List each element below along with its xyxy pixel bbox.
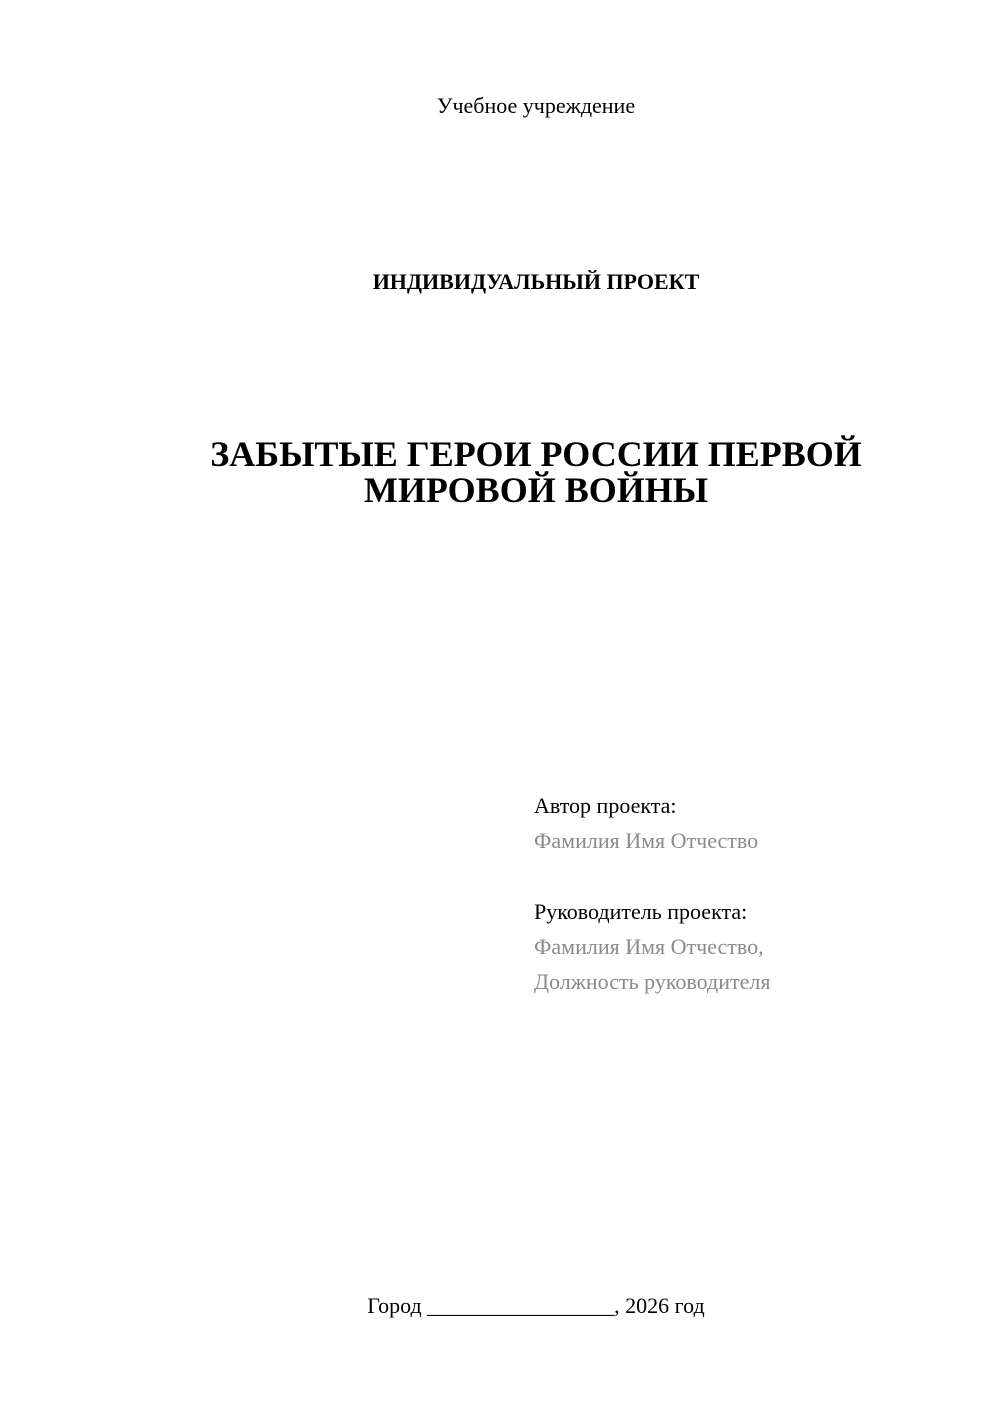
author-name: Фамилия Имя Отчество bbox=[534, 828, 759, 853]
credits-block bbox=[534, 788, 974, 999]
supervisor-name: Фамилия Имя Отчество, bbox=[534, 934, 764, 959]
supervisor-label: Руководитель проекта: bbox=[534, 899, 748, 924]
author-label: Автор проекта: bbox=[534, 793, 677, 818]
project-title bbox=[0, 436, 1000, 508]
institution-name: Учебное учреждение bbox=[436, 93, 636, 118]
document-type: ИНДИВИДУАЛЬНЫЙ ПРОЕКТ bbox=[372, 269, 700, 294]
city-year-line: Город _________________, 2026 год bbox=[367, 1293, 705, 1318]
project-title-line-2: МИРОВОЙ ВОЙНЫ bbox=[363, 470, 709, 510]
project-title-line-1: ЗАБЫТЫЕ ГЕРОИ РОССИИ ПЕРВОЙ bbox=[210, 434, 862, 474]
credits-spacer bbox=[534, 858, 974, 894]
supervisor-position: Должность руководителя bbox=[534, 969, 771, 994]
